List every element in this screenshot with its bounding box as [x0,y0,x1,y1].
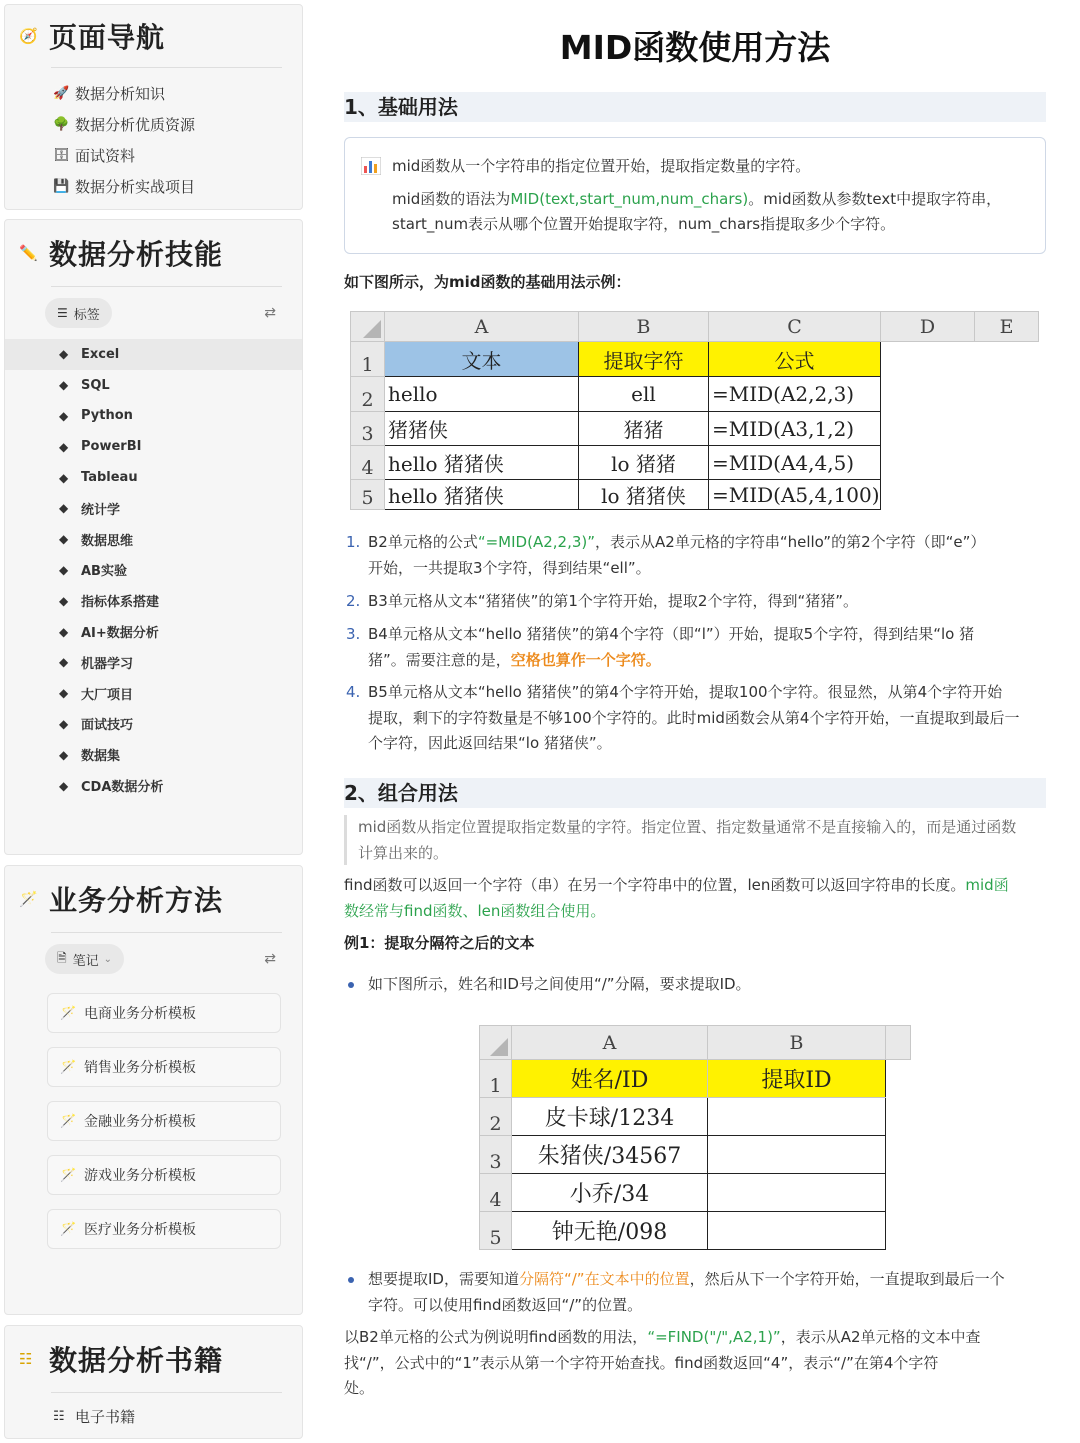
tag-icon: ◆ [59,716,69,731]
wand-icon: 🪄 [60,1113,77,1129]
wand-icon: 🪄 [19,890,38,908]
tag-item-ml[interactable]: ◆ 机器学习 [59,655,134,672]
methods-panel [4,865,303,1315]
cell-c3[interactable] [886,1136,911,1174]
tag-icon: ◆ [59,778,69,793]
tag-item-bigco[interactable]: ◆ 大厂项目 [59,686,134,703]
bar-chart-icon [361,157,381,175]
row-number[interactable]: 3 [480,1136,512,1174]
skills-panel [4,219,303,855]
cell-b1[interactable]: 提取字符 [579,342,709,377]
tag-icon: ◆ [59,408,69,423]
template-sales[interactable]: 🪄 销售业务分析模板 [47,1047,281,1087]
cell-a3[interactable]: 猪猪侠 [385,412,579,446]
page-title: MID函数使用方法 [559,28,831,67]
bullet-item: 如下图所示，姓名和ID号之间使用“/”分隔，要求提取ID。 [344,972,1046,998]
nav-item-knowledge[interactable]: 🚀 数据分析知识 [53,85,166,103]
list-icon: ☰ [57,306,68,320]
compass-icon: 🧭 [19,27,38,45]
tag-item-data-thinking[interactable]: ◆ 数据思维 [59,532,134,549]
nav-panel-header [5,5,302,67]
col-header-a[interactable]: A [512,1026,708,1060]
spreadsheet-find-example [479,1025,911,1250]
cell-d5[interactable] [881,480,975,510]
nav-panel [4,4,303,210]
tag-item-powerbi[interactable]: ◆ PowerBI [59,439,142,455]
books-panel-title: 数据分析书籍 [49,1344,224,1377]
template-ecommerce[interactable]: 🪄 电商业务分析模板 [47,993,281,1033]
notes-filter-pill[interactable]: 🗎 笔记 ⌄ [45,944,124,974]
bullet-dot [348,1277,354,1283]
cell-b3[interactable]: 猪猪 [579,412,709,446]
template-finance[interactable]: 🪄 金融业务分析模板 [47,1101,281,1141]
nav-item-projects[interactable]: 💾 数据分析实战项目 [53,178,196,196]
cell-a2[interactable]: hello [385,377,579,412]
wand-icon: 🪄 [60,1221,77,1237]
blockquote: mid函数从指定位置提取指定数量的字符。指定位置、指定数量通常不是直接输入的，而是通过函数 计算出来的。 [344,815,1046,865]
col-header-b[interactable]: B [579,312,709,342]
tag-item-ab-test[interactable]: ◆ AB实验 [59,562,127,580]
tree-icon: 🌳 [53,117,70,132]
wand-icon: 🪄 [60,1167,77,1183]
cell-c4[interactable]: =MID(A4,4,5) [709,446,881,480]
cell-c5[interactable] [886,1212,911,1250]
example-1-heading: 例1：提取分隔符之后的文本 [344,934,535,952]
cell-b2[interactable]: ell [579,377,709,412]
divider [51,1392,282,1393]
cell-c1[interactable]: 公式 [709,342,881,377]
tag-item-metrics[interactable]: ◆ 指标体系搭建 [59,593,160,611]
col-header-extra [886,1026,911,1060]
tag-filter-pill[interactable]: ☰ 标签 [45,298,112,328]
cabinet-icon: 🗄 [53,148,70,163]
note-icon: 🗎 [57,950,67,965]
callout-line-2: mid函数的语法为MID(text,start_num,num_chars)。mid函数从参数text中提取字符串， [392,190,1002,208]
col-header-a[interactable]: A [385,312,579,342]
sliders-icon[interactable]: ⇄ [264,951,276,967]
row-number[interactable]: 2 [480,1098,512,1136]
col-header-b[interactable]: B [708,1026,886,1060]
cell-b1[interactable]: 提取ID [708,1060,886,1098]
list-number: 2. [346,592,361,610]
spreadsheet-mid-basic [350,311,1039,510]
list-number: 4. [346,683,361,701]
tag-item-tableau[interactable]: ◆ Tableau [59,470,138,486]
list-number: 1. [346,533,361,551]
cell-e2[interactable] [975,377,1039,412]
tag-item-python[interactable]: ◆ Python [59,408,133,424]
cell-a1[interactable]: 姓名/ID [512,1060,708,1098]
formula-highlight: “=MID(A2,2,3)” [477,533,596,551]
find-usage-paragraph: 以B2单元格的公式为例说明find函数的用法，“=FIND("/",A2,1)”，表示从A2单元格的文本中查 找“/”，公式中的“1”表示从第一个字符开始查找。find函数返回“4”，表示“/”在第4个字符 处。 [344,1328,981,1397]
callout-box [344,137,1046,254]
tag-item-excel[interactable]: ◆ Excel [5,339,302,370]
cell-e1[interactable] [975,342,1039,377]
tag-icon: ◆ [59,655,69,670]
tag-item-dataset[interactable]: ◆ 数据集 [59,747,121,765]
nav-item-interview[interactable]: 🗄 面试资料 [53,147,136,165]
list-item: 2. B3单元格从文本“猪猪侠”的第1个字符开始，提取2个字符，得到“猪猪”。 [344,589,1046,615]
syntax-highlight: MID(text,start_num,num_chars) [510,190,749,208]
select-all-corner[interactable] [480,1026,512,1060]
row-number[interactable]: 4 [480,1174,512,1212]
emphasis-highlight: 分隔符“/”在文本中的位置 [518,1270,690,1288]
tag-icon: ◆ [59,747,69,762]
tag-icon: ◆ [59,562,69,577]
cell-b4[interactable]: lo 猪猪 [579,446,709,480]
checklist-icon: ☷ [19,1350,33,1368]
list-item: 3. B4单元格从文本“hello 猪猪侠”的第4个字符（即“l”）开始，提取5个字符，得到结果“lo 猪 猪”。需要注意的是，空格也算作一个字符。 [344,622,1046,673]
emphasis-highlight: 空格也算作一个字符。 [510,650,661,669]
cell-a4[interactable]: hello 猪猪侠 [385,446,579,480]
cell-c4[interactable] [886,1174,911,1212]
cell-d1[interactable] [881,342,975,377]
cell-b4[interactable] [708,1174,886,1212]
cell-d3[interactable] [881,412,975,446]
tag-item-cda[interactable]: ◆ CDA数据分析 [59,778,164,796]
tag-icon: ◆ [59,439,69,454]
cell-a5[interactable]: hello 猪猪侠 [385,480,579,510]
wand-icon: 🪄 [60,1059,77,1075]
nav-panel-title: 页面导航 [49,21,166,54]
callout-line-1: mid函数从一个字符串的指定位置开始，提取指定数量的字符。 [392,157,811,175]
skills-panel-title: 数据分析技能 [49,238,224,271]
list-item: 1. B2单元格的公式“=MID(A2,2,3)”，表示从A2单元格的字符串“hello”的第2个字符（即“e”） 开始，一共提取3个字符，得到结果“ell”。 [344,530,1046,581]
tag-icon: ◆ [59,624,69,639]
tag-item-interview-tips[interactable]: ◆ 面试技巧 [59,716,134,734]
row-number[interactable]: 5 [480,1212,512,1250]
tag-item-ai[interactable]: ◆ AI+数据分析 [59,624,159,642]
tag-icon: ◆ [59,378,69,393]
cell-b5[interactable] [708,1212,886,1250]
example-intro: 如下图所示，为mid函数的基础用法示例： [344,273,631,291]
methods-panel-title: 业务分析方法 [49,884,224,917]
cell-d4[interactable] [881,446,975,480]
cell-d2[interactable] [881,377,975,412]
row-number[interactable]: 3 [351,412,385,446]
floppy-icon: 💾 [53,179,70,194]
tag-filter-row [5,293,302,333]
tag-item-sql[interactable]: ◆ SQL [59,377,110,393]
row-number[interactable]: 4 [351,446,385,480]
template-game[interactable]: 🪄 游戏业务分析模板 [47,1155,281,1195]
bullet-dot [348,982,354,988]
methods-panel-header [5,866,302,932]
books-panel [4,1325,303,1439]
nav-item-resources[interactable]: 🌳 数据分析优质资源 [53,116,196,134]
wand-icon: 🪄 [60,1005,77,1021]
find-len-paragraph: find函数可以返回一个字符（串）在另一个字符串中的位置，len函数可以返回字符串的长度。mid函 数经常与find函数、len函数组合使用。 [344,876,1009,920]
row-number[interactable]: 2 [351,377,385,412]
row-number[interactable]: 1 [351,342,385,377]
cell-e5[interactable] [975,480,1039,510]
callout-line-3: start_num表示从哪个位置开始提取字符，num_chars指提取多少个字符。 [392,215,896,233]
pencil-icon: ✏️ [19,244,38,262]
cell-c2[interactable]: =MID(A2,2,3) [709,377,881,412]
row-number[interactable]: 1 [480,1060,512,1098]
cell-a1[interactable]: 文本 [385,342,579,377]
cell-a4[interactable]: 小乔/34 [512,1174,708,1212]
books-panel-header [5,1326,302,1392]
col-header-c[interactable]: C [709,312,881,342]
section-heading-basic: 1、基础用法 [344,92,1046,122]
nav-item-ebooks[interactable]: ☷ 电子书籍 [53,1408,136,1426]
tag-icon: ◆ [59,593,69,608]
list-item: 4. B5单元格从文本“hello 猪猪侠”的第4个字符开始，提取100个字符。很显然，从第4个字符开始 提取，剩下的字符数量是不够100个字符的。此时mid函数会从第4个字符开始，一直提取到最后一 个字符，因此返回结果“lo 猪猪侠”。 [344,680,1046,757]
cell-c5[interactable]: =MID(A5,4,100) [709,480,881,510]
tag-item-statistics[interactable]: ◆ 统计学 [59,501,121,518]
checklist-icon: ☷ [53,1409,65,1424]
bullet-item: 想要提取ID，需要知道分隔符“/”在文本中的位置，然后从下一个字符开始，一直提取到最后一个 字符。可以使用find函数返回“/”的位置。 [344,1267,1046,1318]
cell-e3[interactable] [975,412,1039,446]
template-medical[interactable]: 🪄 医疗业务分析模板 [47,1209,281,1249]
cell-c3[interactable]: =MID(A3,1,2) [709,412,881,446]
cell-b5[interactable]: lo 猪猪侠 [579,480,709,510]
section-heading-combined: 2、组合用法 [344,778,1046,808]
col-header-d[interactable]: D [881,312,975,342]
tag-icon: ◆ [59,347,69,362]
tag-icon: ◆ [59,686,69,701]
skills-panel-header [5,220,302,286]
row-number[interactable]: 5 [351,480,385,510]
tag-icon: ◆ [59,470,69,485]
cell-c2[interactable] [886,1098,911,1136]
col-header-e[interactable]: E [975,312,1039,342]
cell-a5[interactable]: 钟无艳/098 [512,1212,708,1250]
cell-b2[interactable] [708,1098,886,1136]
cell-a3[interactable]: 朱猪侠/34567 [512,1136,708,1174]
list-number: 3. [346,625,361,643]
formula-highlight: “=FIND("/",A2,1)” [647,1328,781,1346]
notes-filter-row [5,939,302,979]
cell-c1[interactable] [886,1060,911,1098]
sliders-icon[interactable]: ⇄ [264,305,276,321]
cell-e4[interactable] [975,446,1039,480]
tag-icon: ◆ [59,501,69,516]
chevron-down-icon: ⌄ [103,953,113,965]
cell-b3[interactable] [708,1136,886,1174]
select-all-corner[interactable] [351,312,385,342]
cell-a2[interactable]: 皮卡球/1234 [512,1098,708,1136]
rocket-icon: 🚀 [53,86,70,101]
tag-icon: ◆ [59,532,69,547]
